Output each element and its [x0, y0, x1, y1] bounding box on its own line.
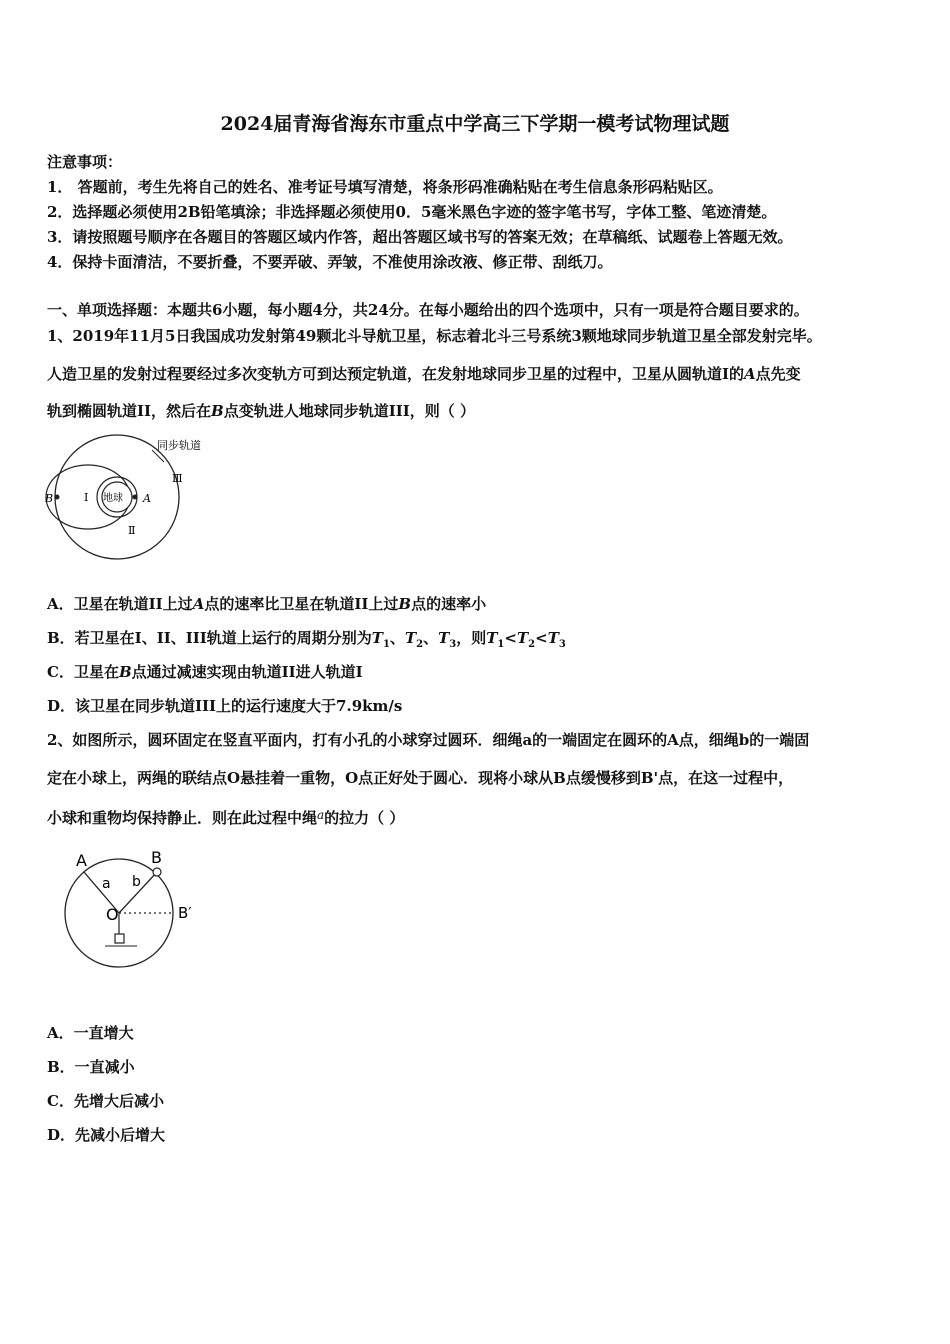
ball-B [153, 868, 161, 876]
label-B: B [45, 492, 54, 505]
point-A-dot [133, 495, 138, 500]
label-I: I [84, 491, 89, 504]
notice-item-4: 4．保持卡面清洁，不要折叠，不要弄破、弄皱，不准使用涂改液、修正带、刮纸刀。 [47, 253, 613, 271]
q2-option-C: C．先增大后减小 [47, 1092, 164, 1110]
page-title: 2024届青海省海东市重点中学高三下学期一模考试物理试题 [220, 113, 730, 135]
notice-heading: 注意事项： [47, 153, 123, 171]
weight-block [115, 934, 124, 943]
notice-item-2: 2．选择题必须使用2B铅笔填涂；非选择题必须使用0．5毫米黑色字迹的签字笔书写，字体工整、笔迹清楚。 [47, 203, 777, 221]
label-O: O [106, 905, 119, 924]
label-B: B [151, 848, 162, 867]
q1-stem-line2: 人造卫星的发射过程要经过多次变轨方可到达预定轨道，在发射地球同步卫星的过程中，卫星从圆轨道I的A点先变 [47, 365, 801, 383]
section-heading: 一、单项选择题：本题共6小题，每小题4分，共24分。在每小题给出的四个选项中，只有一项是符合题目要求的。 [47, 301, 809, 319]
sync-orbit-label: 同步轨道 [157, 439, 201, 452]
earth-label: 地球 [103, 493, 123, 504]
q1-option-A: A．卫星在轨道II上过A点的速率比卫星在轨道II上过B点的速率小 [47, 595, 487, 613]
q2-option-A: A．一直增大 [47, 1024, 134, 1042]
label-III: Ⅲ [172, 472, 183, 485]
q1-option-D: D．该卫星在同步轨道III上的运行速度大于7.9km/s [47, 697, 403, 715]
q2-option-B: B．一直减小 [47, 1058, 135, 1076]
q1-stem-line3: 轨到椭圆轨道II，然后在B点变轨进人地球同步轨道III，则（ ） [47, 402, 476, 420]
label-a: a [102, 876, 111, 892]
q2-stem-line2: 定在小球上，两绳的联结点O悬挂着一重物，O点正好处于圆心．现将小球从B点缓慢移到B'点，在这一过程中， [47, 769, 794, 787]
notice-item-3: 3．请按照题号顺序在各题目的答题区域内作答，超出答题区域书写的答案无效；在草稿纸、试题卷上答题无效。 [47, 228, 793, 246]
q2-option-D: D．先减小后增大 [47, 1126, 166, 1144]
label-A: A [76, 851, 87, 870]
q1-option-B: B．若卫星在I、II、III轨道上运行的周期分别为$T_1$、$T_2$、$T_3$，则$T_1<T_2<T_3$ [47, 629, 566, 650]
label-II: Ⅱ [128, 524, 136, 537]
q2-stem-line1: 2、如图所示，圆环固定在竖直平面内，打有小孔的小球穿过圆环．细绳a的一端固定在圆环的A点，细绳b的一端固 [47, 731, 810, 749]
label-b: b [132, 874, 141, 890]
q1-stem-line1: 1、2019年11月5日我国成功发射第49颗北斗导航卫星，标志着北斗三号系统3颗地球同步轨道卫星全部发射完毕。 [47, 327, 822, 345]
notice-item-1: 1． 答题前，考生先将自己的姓名、准考证号填写清楚，将条形码准确粘贴在考生信息条形码粘贴区。 [47, 178, 723, 196]
ring-diagram [62, 848, 212, 973]
label-Bprime: B′ [178, 904, 192, 922]
q1-option-C: C．卫星在B点通过减速实现由轨道II进人轨道I [47, 663, 363, 681]
label-A: A [143, 492, 151, 505]
orbit-diagram [40, 432, 230, 562]
q2-stem-line3: 小球和重物均保持静止．则在此过程中绳$^a$的拉力（ ） [47, 808, 405, 827]
point-B-dot [55, 495, 60, 500]
